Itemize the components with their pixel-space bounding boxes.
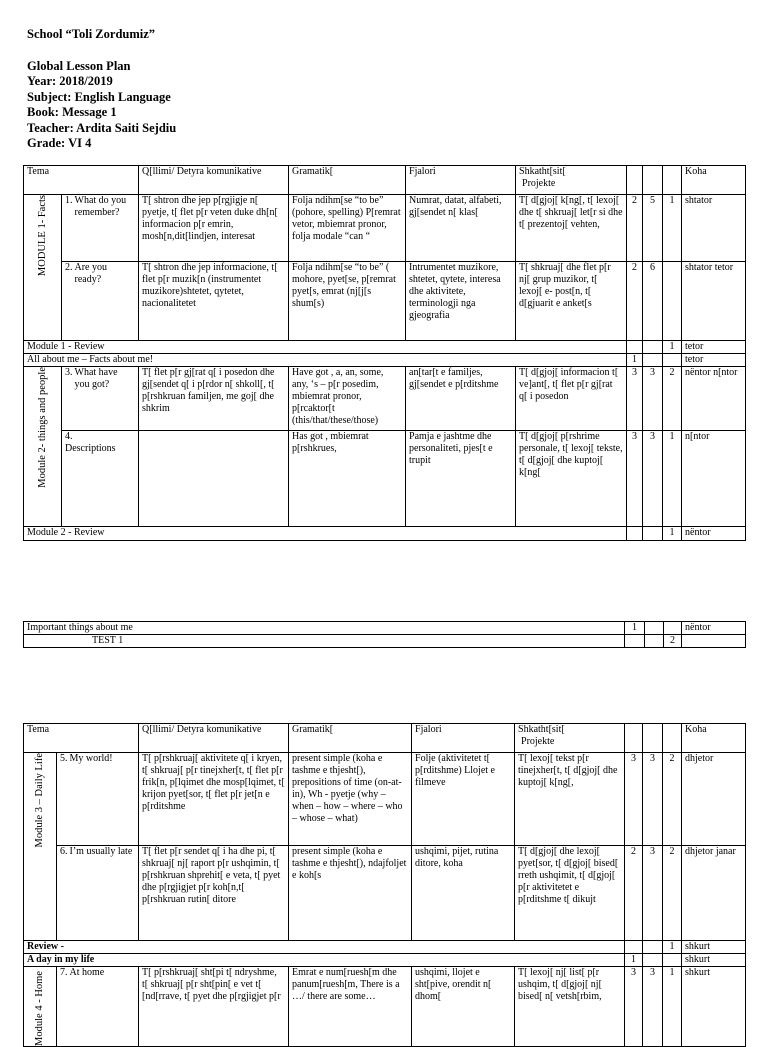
col-goal: Q[llimi/ Detyra komunikative (139, 724, 289, 753)
lesson-vocab: Intrumentet muzikore, shtetet, qytete, interesa dhe aktivitete, terminologji nga gjeografia (406, 262, 516, 341)
plan-year: Year: 2018/2019 (27, 74, 113, 88)
table-row (24, 431, 746, 527)
col-count-1 (627, 166, 643, 195)
col-count-2 (643, 166, 663, 195)
row-count-1 (625, 635, 645, 648)
module-1-label: MODULE 1- Facts (36, 195, 48, 277)
lesson-title: I’m usually late (69, 846, 133, 857)
lesson-count-3 (663, 262, 682, 341)
module-3-label: Module 3 – Daily Life (34, 753, 45, 848)
col-skills-label: Shkatht[sit[ (519, 166, 566, 177)
row-koha: shkurt (682, 941, 746, 954)
row-count-2 (643, 941, 663, 954)
table-row (24, 195, 746, 262)
lesson-vocab: an[tar[t e familjes, gj[sendet e p[rditshme (406, 367, 516, 431)
lesson-title-cell (62, 195, 139, 262)
col-skills (515, 724, 625, 753)
lesson-title: My world! (69, 753, 113, 764)
row-koha: nëntor (682, 527, 746, 541)
row-count-3: 1 (663, 527, 682, 541)
lesson-skills: T[ lexoj[ tekst p[r tinejxher[t, t[ d[gjoj[ dhe kuptoj[ k[ng[, (515, 753, 625, 846)
col-tema: Tema (24, 724, 139, 753)
row-count-2 (643, 954, 663, 967)
lesson-number: 4. (65, 431, 73, 442)
lesson-title: Are you ready? (74, 262, 107, 285)
lesson-skills: T[ shkruaj[ dhe flet p[r nj[ grup muzikor, t[ lexoj[ e- post[n, t[ d[gjuarit e anket[s (516, 262, 627, 341)
lesson-goal: T[ shtron dhe jep p[rgjigje n[ pyetje, t[ flet p[r veten duke dh[n[ informacion p[r emrin, mosh[n,dit[lindjen, interesat (139, 195, 289, 262)
important-things-row: Important things about me (24, 622, 625, 635)
lesson-count-3: 1 (663, 431, 682, 527)
row-koha: shkurt (682, 954, 746, 967)
plan-header (27, 27, 176, 152)
col-grammar: Gramatik[ (289, 166, 406, 195)
lesson-number: 6. (60, 846, 68, 857)
school-name: School “Toli Zordumiz” (27, 27, 156, 41)
lesson-title-cell (62, 262, 139, 341)
plan-book: Book: Message 1 (27, 105, 117, 119)
row-count-2 (645, 635, 664, 648)
module-2-review: Module 2 - Review (24, 527, 627, 541)
lesson-vocab: Pamja e jashtme dhe personaliteti, pjes[t e trupit (406, 431, 516, 527)
lesson-vocab: ushqimi, llojet e sht[pive, orendit n[ dhom[ (412, 967, 515, 1047)
module-1-review: Module 1 - Review (24, 341, 627, 354)
module-4-label: Module 4 - Home (34, 971, 45, 1046)
lesson-skills: T[ d[gjoj[ dhe lexoj[ pyet[sor, t[ d[gjoj[ bised[ rreth ushqimit, t[ d[gjoj[ p[r aktivitetet e p[rditshme t[ dikujt (515, 846, 625, 941)
col-goal: Q[llimi/ Detyra komunikative (139, 166, 289, 195)
lesson-title-cell (57, 967, 139, 1047)
table-row (24, 341, 746, 354)
lesson-koha: n[ntor (682, 431, 746, 527)
lesson-count-2: 3 (643, 431, 663, 527)
lesson-goal: T[ flet p[r sendet q[ i ha dhe pi, t[ shkruaj[ nj[ raport p[r ushqimin, t[ p[rshkruan shprehit[ e veta, t[ pyet dhe p[rgjigjet p[r koh[n,t[ p[rshkruan rutin[ ditore (139, 846, 289, 941)
lesson-count-3: 2 (663, 753, 682, 846)
row-count-1 (625, 941, 643, 954)
lesson-count-2: 3 (643, 967, 663, 1047)
row-count-1: 1 (625, 954, 643, 967)
lesson-skills: T[ lexoj[ nj[ list[ p[r ushqim, t[ d[gjoj[ nj[ bised[ n[ vetsh[rbim, (515, 967, 625, 1047)
lesson-vocab: Folje (aktivitetet t[ p[rditshme) Llojet e filmeve (412, 753, 515, 846)
lesson-skills: T[ d[gjoj[ informacion t[ ve]ant[, t[ flet p[r gj[rat q[ i posedon (516, 367, 627, 431)
table-row (24, 941, 746, 954)
test-1-row: TEST 1 (24, 635, 625, 648)
lesson-koha: nëntor n[ntor (682, 367, 746, 431)
lesson-grammar: present simple (koha e tashme e thjesht[), ndajfoljet e koh[s (289, 846, 412, 941)
col-vocab: Fjalori (406, 166, 516, 195)
module-3-review: Review - (24, 941, 625, 954)
module-2-label: Module 2- things and people (36, 367, 48, 488)
lesson-goal: T[ p[rshkruaj[ aktivitete q[ i kryen, t[ shkruaj[ p[r tinejxher[t, t[ flet p[r frik[n, p[lqimet dhe mosp[lqimet, t[ krijon pyet[sor, t[ flet p[r jet[n e p[rditshme (139, 753, 289, 846)
lesson-grammar: Emrat e num[ruesh[m dhe panum[ruesh[m, There is a …/ there are some… (289, 967, 412, 1047)
lesson-title-cell (57, 753, 139, 846)
row-count-2 (645, 622, 664, 635)
col-count-3 (663, 724, 682, 753)
table-header-row (24, 724, 746, 753)
table-row (24, 753, 746, 846)
lesson-count-1: 3 (627, 431, 643, 527)
lesson-koha: dhjetor (682, 753, 746, 846)
lesson-count-2: 6 (643, 262, 663, 341)
col-koha: Koha (682, 724, 746, 753)
lesson-title: Descriptions (65, 443, 116, 454)
row-count-3: 1 (663, 941, 682, 954)
row-count-3 (664, 622, 682, 635)
lesson-koha: shtator (682, 195, 746, 262)
table-header-row (24, 166, 746, 195)
lesson-plan-table-1 (23, 165, 746, 541)
lesson-grammar: Folja ndihm[se “to be” ( mohore, pyet[se, p[remrat pyet[s, emrat (nj[j[s shum[s) (289, 262, 406, 341)
col-skills-label: Shkatht[sit[ (518, 724, 565, 735)
col-count-2 (643, 724, 663, 753)
lesson-title: What have you got? (74, 367, 118, 390)
col-projects-label: Projekte (521, 736, 555, 747)
lesson-count-3: 1 (663, 967, 682, 1047)
lesson-count-1: 3 (625, 753, 643, 846)
plan-grade: Grade: VI 4 (27, 136, 92, 150)
lesson-goal: T[ p[rshkruaj[ sht[pi t[ ndryshme, t[ shkruaj[ p[r sht[pin[ e vet t[ [nd[rrave, t[ pyet dhe p[rgjigjet p[r (139, 967, 289, 1047)
row-count-2 (643, 354, 663, 367)
lesson-count-3: 2 (663, 367, 682, 431)
table-row (24, 527, 746, 541)
col-projects-label: Projekte (522, 178, 556, 189)
lesson-koha: shtator tetor (682, 262, 746, 341)
lesson-number: 3. (65, 367, 73, 378)
lesson-number: 5. (60, 753, 68, 764)
lesson-koha: dhjetor janar (682, 846, 746, 941)
lesson-title-cell (62, 367, 139, 431)
row-koha: tetor (682, 341, 746, 354)
row-count-2 (643, 341, 663, 354)
table-row (24, 367, 746, 431)
col-grammar: Gramatik[ (289, 724, 412, 753)
lesson-count-3: 1 (663, 195, 682, 262)
lesson-count-3: 2 (663, 846, 682, 941)
lesson-grammar: Folja ndihm[se “to be” (pohore, spelling) P[remrat vetor, mbiemrat pronor, folja modale “can “ (289, 195, 406, 262)
lesson-goal (139, 431, 289, 527)
lesson-number: 2. (65, 262, 73, 273)
col-count-3 (663, 166, 682, 195)
row-count-3: 2 (664, 635, 682, 648)
lesson-title-cell (57, 846, 139, 941)
day-in-my-life-row: A day in my life (24, 954, 625, 967)
lesson-plan-table-3 (23, 723, 746, 1047)
plan-subject: Subject: English Language (27, 89, 171, 104)
lesson-count-1: 3 (627, 367, 643, 431)
lesson-count-2: 5 (643, 195, 663, 262)
lesson-skills: T[ d[gjoj[ p[rshrime personale, t[ lexoj[ tekste, t[ d[gjoj[ dhe kuptoj[ k[ng[ (516, 431, 627, 527)
table-row (24, 635, 746, 648)
lesson-number: 1. (65, 195, 73, 206)
lesson-goal: T[ shtron dhe jep informacione, t[ flet p[r muzik[n (instrumentet muzikore)shtetet, qytetet, nacionalitetet (139, 262, 289, 341)
lesson-number: 7. (60, 967, 68, 978)
table-row (24, 354, 746, 367)
col-vocab: Fjalori (412, 724, 515, 753)
lesson-count-1: 2 (625, 846, 643, 941)
lesson-plan-table-2 (23, 621, 746, 648)
table-row (24, 954, 746, 967)
row-count-2 (643, 527, 663, 541)
col-count-1 (625, 724, 643, 753)
table-row (24, 967, 746, 1047)
lesson-grammar: Has got , mbiemrat p[rshkrues, (289, 431, 406, 527)
lesson-goal: T[ flet p[r gj[rat q[ i posedon dhe gj[sendet q[ i p[rdor n[ shkoll[, t[ p[rshkruan familjen, me goj[ dhe shkrim (139, 367, 289, 431)
table-row (24, 622, 746, 635)
lesson-title: At home (69, 967, 105, 978)
col-koha: Koha (682, 166, 746, 195)
lesson-count-2: 3 (643, 846, 663, 941)
lesson-grammar: Have got , a, an, some, any, ‘s – p[r posedim, mbiemrat pronor, p[rcaktor[t (this/that/these/those) (289, 367, 406, 431)
table-row (24, 262, 746, 341)
lesson-skills: T[ d[gjoj[ k[ng[, t[ lexoj[ dhe t[ shkruaj[ let[r si dhe t[ prezentoj[ vehten, (516, 195, 627, 262)
lesson-count-1: 3 (625, 967, 643, 1047)
row-count-1 (627, 527, 643, 541)
all-about-me-row: All about me – Facts about me! (24, 354, 627, 367)
row-count-1: 1 (625, 622, 645, 635)
lesson-koha: shkurt (682, 967, 746, 1047)
lesson-vocab: Numrat, datat, alfabeti, gj[sendet n[ klas[ (406, 195, 516, 262)
lesson-count-2: 3 (643, 367, 663, 431)
module-2-label-cell (24, 367, 62, 527)
lesson-grammar: present simple (koha e tashme e thjesht[), prepositions of time (on-at-in), Wh - pyetje (why – when – how – where – who – whose – what) (289, 753, 412, 846)
col-skills (516, 166, 627, 195)
row-koha: nëntor (682, 622, 746, 635)
lesson-count-2: 3 (643, 753, 663, 846)
module-4-label-cell (24, 967, 57, 1047)
row-count-1: 1 (627, 354, 643, 367)
plan-title: Global Lesson Plan (27, 58, 131, 73)
row-koha (682, 635, 746, 648)
row-count-3: 1 (663, 341, 682, 354)
table-row (24, 846, 746, 941)
lesson-count-1: 2 (627, 262, 643, 341)
lesson-title: What do you remember? (74, 195, 127, 218)
row-koha: tetor (682, 354, 746, 367)
row-count-1 (627, 341, 643, 354)
lesson-title-cell (62, 431, 139, 527)
module-3-label-cell (24, 753, 57, 941)
col-tema: Tema (24, 166, 139, 195)
lesson-vocab: ushqimi, pijet, rutina ditore, koha (412, 846, 515, 941)
row-count-3 (663, 954, 682, 967)
module-1-label-cell (24, 195, 62, 341)
row-count-3 (663, 354, 682, 367)
plan-teacher: Teacher: Ardita Saiti Sejdiu (27, 120, 177, 135)
lesson-count-1: 2 (627, 195, 643, 262)
